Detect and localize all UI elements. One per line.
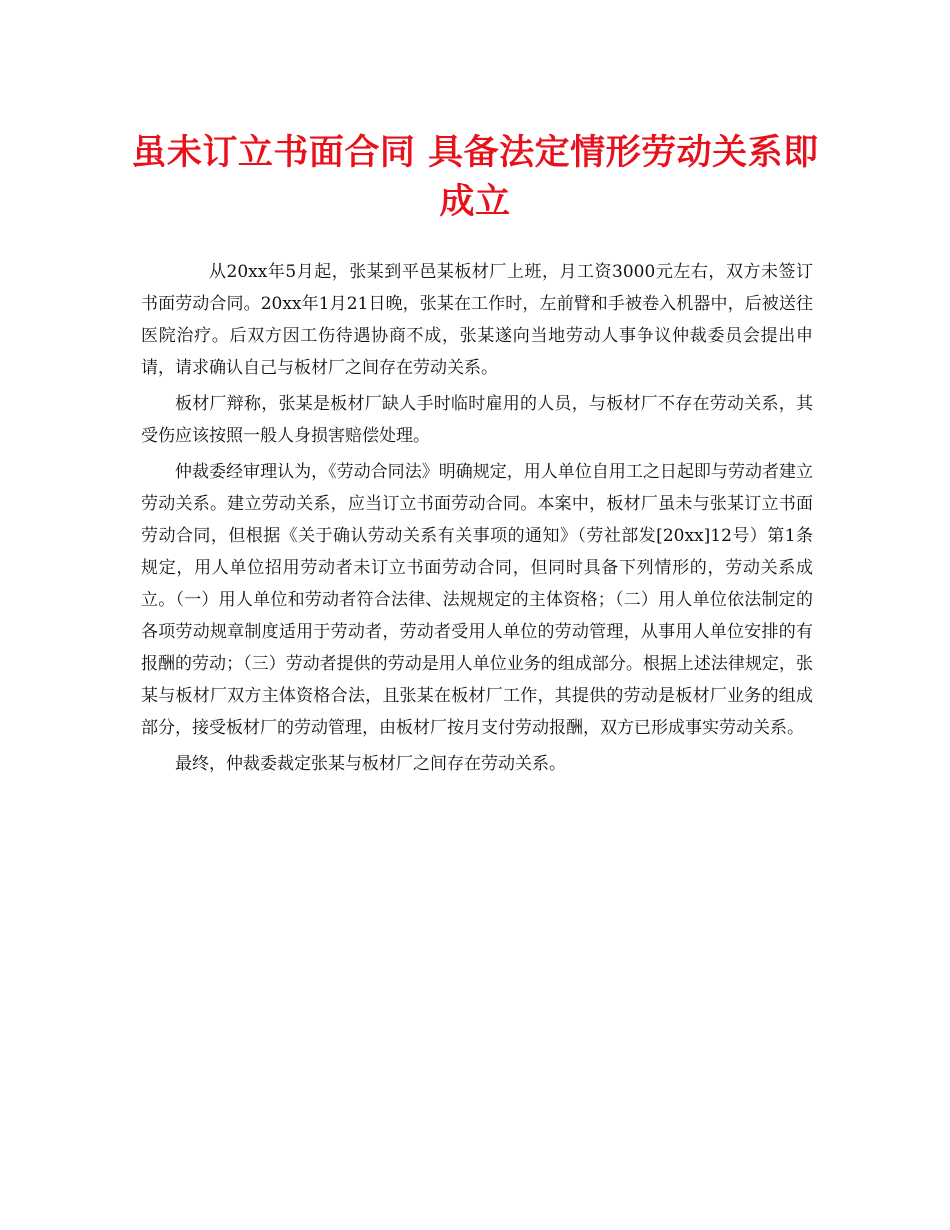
document-body [141,256,813,784]
paragraph-case-background: 从20xx年5月起，张某到平邑某板材厂上班，月工资3000元左右，双方未签订书面劳动合同。20xx年1月21日晚，张某在工作时，左前臂和手被卷入机器中，后被送往医院治疗。后双方因工伤待遇协商不成，张某遂向当地劳动人事争议仲裁委员会提出申请，请求确认自己与板材厂之间存在劳动关系。 [141,262,813,378]
document-title: 虽未订立书面合同 具备法定情形劳动关系即成立 [131,132,819,222]
paragraph-ruling: 最终，仲裁委裁定张某与板材厂之间存在劳动关系。 [175,754,566,774]
paragraph-arbitration-reasoning: 仲裁委经审理认为，《劳动合同法》明确规定，用人单位自用工之日起即与劳动者建立劳动关系。建立劳动关系，应当订立书面劳动合同。本案中，板材厂虽未与张某订立书面劳动合同，但根据《关于确认劳动关系有关事项的通知》（劳社部发[20xx]12号）第1条规定，用人单位招用劳动者未订立书面劳动合同，但同时具备下列情形的，劳动关系成立。（一）用人单位和劳动者符合法律、法规规定的主体资格；（二）用人单位依法制定的各项劳动规章制度适用于劳动者，劳动者受用人单位的劳动管理，从事用人单位安排的有报酬的劳动；（三）劳动者提供的劳动是用人单位业务的组成部分。根据上述法律规定，张某与板材厂双方主体资格合法，且张某在板材厂工作，其提供的劳动是板材厂业务的组成部分，接受板材厂的劳动管理，由板材厂按月支付劳动报酬，双方已形成事实劳动关系。 [141,462,813,738]
paragraph-defendant-argument: 板材厂辩称，张某是板材厂缺人手时临时雇用的人员，与板材厂不存在劳动关系，其受伤应该按照一般人身损害赔偿处理。 [141,394,813,446]
